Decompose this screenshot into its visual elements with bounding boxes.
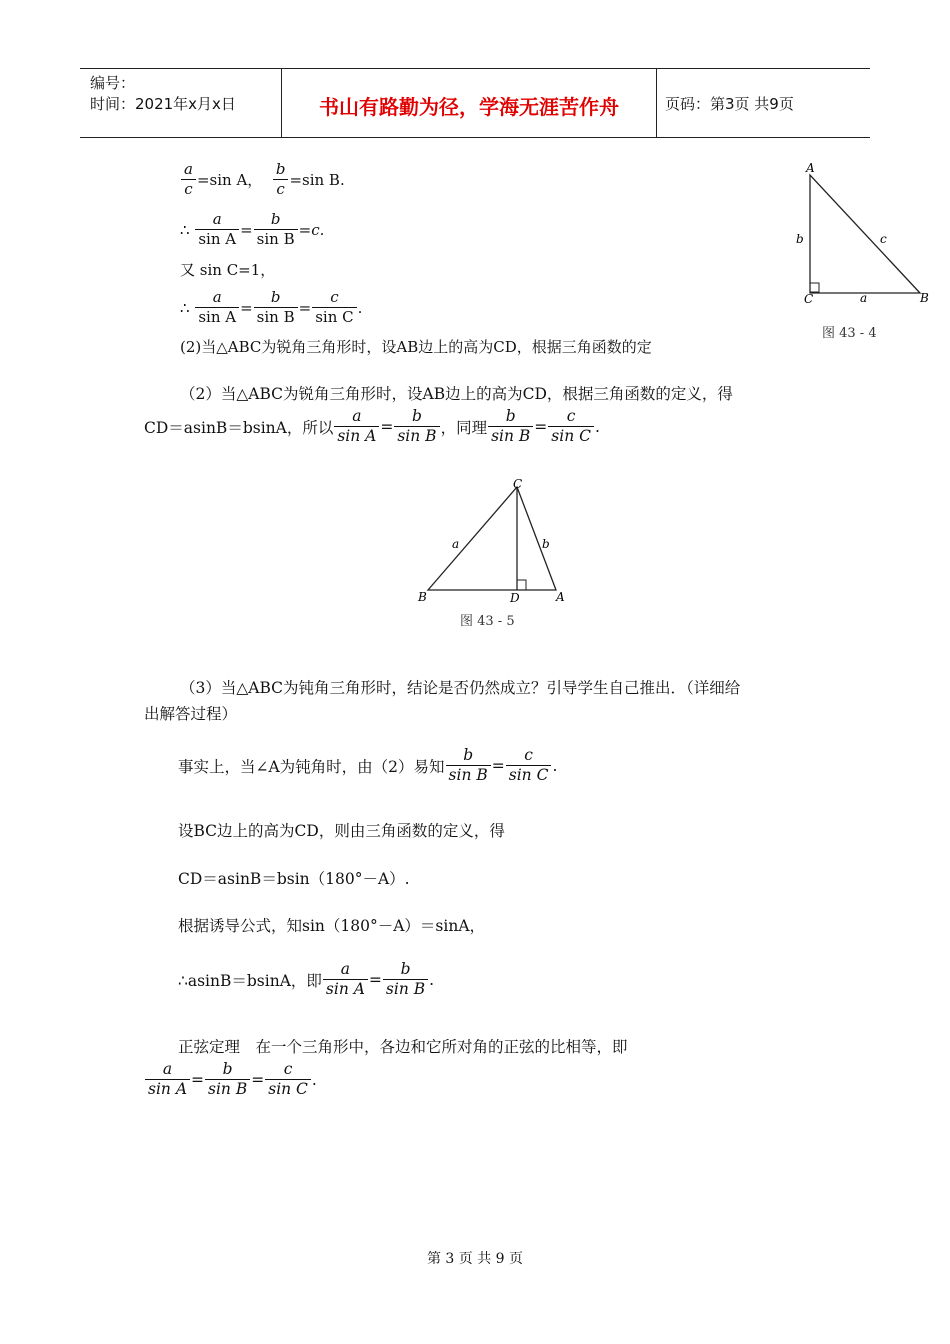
fraction: $\frac{a}{c}$ [181, 160, 196, 199]
figure-caption: 图 43 - 4 [822, 326, 877, 341]
para2-line1: （2）当△ABC为锐角三角形时，设AB边上的高为CD，根据三角函数的定义，得 [180, 385, 733, 403]
vertex-a-label: A [556, 590, 565, 604]
header-motto: 书山有路勤为径，学海无涯苦作舟 [319, 95, 619, 119]
scan-line-2: ∴ $\frac{a}{\text{sin A}}$ = $\frac{b}{\text{sin B}}$ =c. [180, 210, 325, 248]
vertex-a-label: A [806, 161, 815, 175]
side-b-label: b [796, 232, 804, 246]
side-b-label: b [542, 537, 550, 551]
vertex-c-label: C [804, 292, 814, 306]
figure-43-5 [410, 475, 580, 635]
header-divider [656, 69, 657, 137]
theorem-line: 正弦定理 在一个三角形中，各边和它所对角的正弦的比相等，即 [178, 1038, 628, 1056]
figure-caption: 图 43 - 5 [460, 614, 515, 629]
right-triangle [810, 175, 920, 293]
bc-altitude-line: 设BC边上的高为CD，则由三角函数的定义，得 [178, 822, 505, 840]
para3-line2: 出解答过程） [144, 705, 238, 723]
acute-triangle [428, 487, 556, 590]
para3-line1: （3）当△ABC为钝角三角形时，结论是否仍然成立？引导学生自己推出．（详细给 [180, 679, 741, 697]
vertex-b-label: B [920, 291, 929, 305]
number-label: 编号： [90, 74, 136, 92]
header-info [90, 73, 236, 115]
scan-line-4: ∴ $\frac{a}{\text{sin A}}$ = $\frac{b}{\text{sin B}}$ = $\frac{c}{\text{sin C}}$ . [180, 288, 363, 326]
therefore-line: ∴asinB＝bsinA，即 $\frac{a}{\text{sin A}}$ = $\frac{b}{\text{sin B}}$ . [178, 960, 435, 998]
vertex-d-label: D [510, 591, 520, 605]
vertex-b-label: B [418, 590, 427, 604]
fact-line: 事实上，当∠A为钝角时，由（2）易知 $\frac{b}{\text{sin B}}$ = $\frac{c}{\text{sin C}}$ . [178, 746, 558, 784]
induce-line: 根据诱导公式，知sin（180°－A）＝sinA， [178, 917, 486, 935]
page-info: 页码：第3页 共9页 [665, 95, 794, 113]
scan-cut-line: (2)当△ABC为锐角三角形时，设AB边上的高为CD，根据三角函数的定 [180, 338, 652, 356]
scan-line-1: $\frac{a}{c}$ =sin A， $\frac{b}{c}$ =sin B. [180, 160, 345, 199]
side-a-label: a [452, 537, 460, 551]
right-angle-mark [517, 580, 526, 590]
fraction: $\frac{b}{c}$ [273, 160, 289, 199]
page-footer: 第 3 页 共 9 页 [426, 1251, 524, 1267]
document-header [80, 68, 870, 138]
vertex-c-label: C [513, 477, 523, 491]
scan-line-3: 又 sin C=1， [180, 261, 276, 279]
right-angle-mark [810, 283, 819, 292]
time-label: 时间：2021年x月x日 [90, 95, 236, 113]
theorem-formula: $\frac{a}{\text{sin A}}$ = $\frac{b}{\text{sin B}}$ = $\frac{c}{\text{sin C}}$ . [144, 1060, 317, 1099]
side-a-label: a [860, 291, 868, 305]
figure-43-4 [780, 155, 940, 345]
para2-line2: CD＝asinB＝bsinA，所以 $\frac{a}{\text{sin A}}$ = $\frac{b}{\text{sin B}}$ ，同理 $\frac{b}{\text{sin B}}$ = $\frac{c}{\text{sin C}}$ . [144, 407, 600, 445]
side-c-label: c [880, 232, 887, 246]
cd-line: CD＝asinB＝bsin（180°－A）. [178, 870, 410, 888]
